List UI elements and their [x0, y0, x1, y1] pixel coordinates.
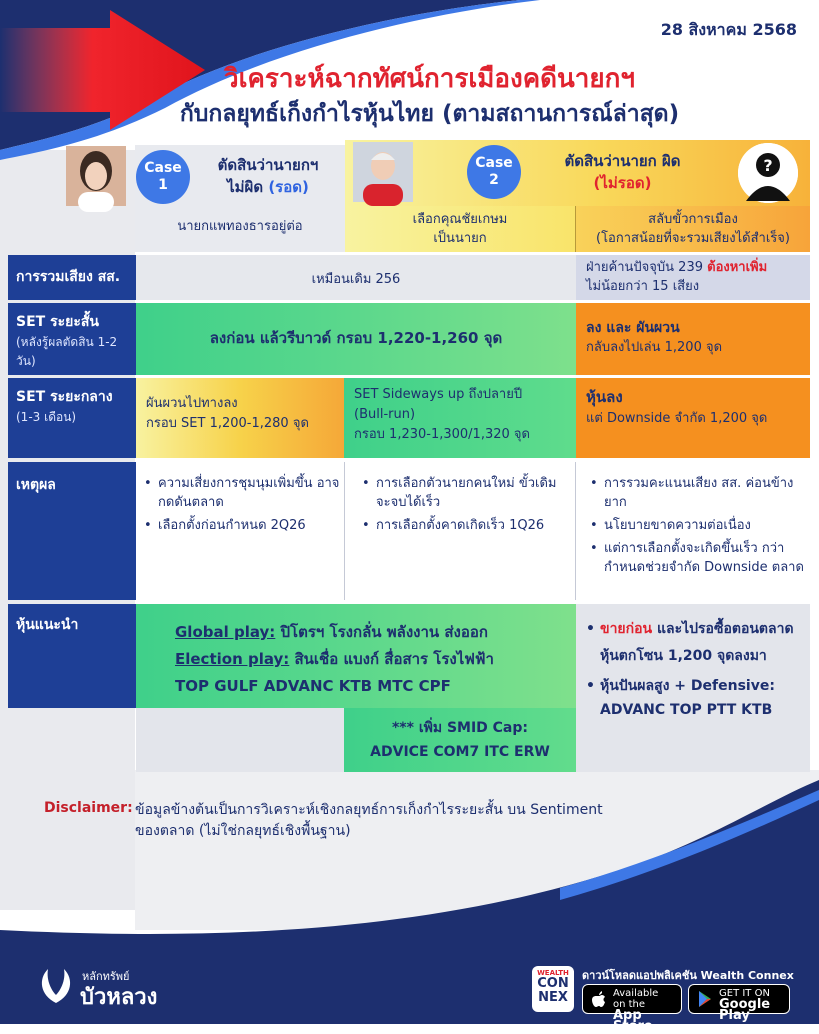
votes-case2b-suffix: ไม่น้อยกว่า 15 เสียง: [586, 279, 700, 294]
set-mid-label: SET ระยะกลาง: [16, 389, 113, 405]
set-mid-case2b: [586, 386, 808, 430]
lotus-logo-icon: [38, 965, 74, 1005]
case2b-scenario-line2: (โอกาสน้อยที่จะรวมเสียงได้สำเร็จ): [596, 231, 790, 246]
row-label-set-short: [8, 303, 136, 375]
reason-case2a-list: [360, 474, 570, 539]
brand-big: บัวหลวง: [80, 985, 158, 1010]
apple-icon: [591, 990, 607, 1008]
set-mid-case1-line2: กรอบ SET 1,200-1,280 จุด: [146, 416, 309, 431]
set-short-case1: ลงก่อน แล้วรีบาวด์ กรอบ 1,220-1,260 จุด: [209, 329, 503, 347]
pm-avatar: [66, 146, 126, 206]
person-photo-icon: [353, 142, 413, 202]
smid-line1: *** เพิ่ม SMID Cap:: [391, 720, 528, 736]
google-play-label: Google Play: [719, 997, 771, 1023]
defensive-tickers: ADVANC TOP PTT KTB: [600, 702, 773, 718]
case1-heading-verdict: ไม่ผิด: [227, 178, 264, 196]
wc-logo-line1: WEALTH: [537, 969, 569, 977]
row-label-picks: หุ้นแนะนำ: [8, 604, 136, 708]
set-mid-case2a-line2: (Bull-run): [354, 407, 416, 422]
candidate-avatar: [353, 142, 413, 202]
case2a-scenario-line1: เลือกคุณชัยเกษม: [412, 212, 508, 227]
person-photo-icon: [66, 146, 126, 206]
download-app-text: ดาวน์โหลดแอปพลิเคชัน Wealth Connex: [582, 969, 794, 982]
picks-case2b-list: [584, 616, 808, 726]
row-label-set-mid: [8, 378, 136, 458]
google-play-icon: [697, 990, 713, 1008]
title-line-2: กับกลยุทธ์เก็งกำไรหุ้นไทย (ตามสถานการณ์ล่าสุด): [179, 101, 680, 127]
set-short-case2b-line1: ลง และ ผันผวน: [586, 320, 680, 336]
app-store-small: Available on the: [613, 988, 659, 1010]
sell-first-label: ขายก่อน: [600, 621, 653, 637]
list-item: • ความเสี่ยงการชุมนุมเพิ่มขึ้น อาจกดดันตลาด: [142, 474, 342, 512]
list-item: • แต่การเลือกตั้งจะเกิดขึ้นเร็ว กว่ากำหนดช่วยจำกัด Downside ตลาด: [588, 539, 808, 577]
list-item: • การเลือกตัวนายกคนใหม่ ขั้วเดิม จะจบได้เร็ว: [360, 474, 570, 512]
votes-case1: เหมือนเดิม 256: [311, 272, 401, 287]
case2-heading-status: (ไม่รอด): [593, 174, 652, 192]
list-item: [584, 674, 808, 722]
divider: [575, 206, 576, 252]
election-play-label: Election play:: [175, 650, 290, 668]
case2-heading: [525, 150, 720, 194]
google-play-small: GET IT ON: [719, 988, 770, 999]
list-item: [584, 616, 808, 670]
votes-case2b-prefix: ฝ่ายค้านปัจจุบัน 239: [586, 260, 708, 275]
set-mid-case2b-line1: หุ้นลง: [586, 388, 623, 406]
case1-badge-number: 1: [158, 177, 168, 193]
case2-badge: [467, 145, 521, 199]
app-store-button[interactable]: [582, 984, 682, 1034]
case2-badge-number: 2: [489, 172, 499, 188]
disclaimer-line2: ของตลาด (ไม่ใช่กลยุทธ์เชิงพื้นฐาน): [135, 823, 351, 839]
global-play-text: ปิโตรฯ โรงกลั่น พลังงาน ส่งออก: [275, 623, 488, 641]
election-play-text: สินเชื่อ แบงก์ สื่อสาร โรงไฟฟ้า: [289, 650, 494, 668]
divider: [575, 462, 576, 600]
case1-badge: [136, 150, 190, 204]
case2a-scenario-line2: เป็นนายก: [433, 231, 487, 246]
row-label-reason: เหตุผล: [8, 462, 136, 600]
global-play-label: Global play:: [175, 623, 276, 641]
set-mid-case2a: [354, 385, 574, 445]
set-mid-case1: [146, 394, 341, 434]
row-label-votes: การรวมเสียง สส.: [8, 255, 136, 300]
brand-small: หลักทรัพย์: [82, 970, 130, 983]
set-short-sublabel: (หลังรู้ผลตัดสิน 1-2 วัน): [16, 335, 118, 368]
unknown-person-avatar: [738, 143, 798, 203]
picks-tickers: TOP GULF ADVANC KTB MTC CPF: [175, 677, 451, 695]
date: 28 สิงหาคม 2568: [660, 20, 797, 39]
case2-heading-line1: ตัดสินว่านายก ผิด: [564, 152, 681, 170]
set-mid-case2b-line2: แต่ Downside จำกัด 1,200 จุด: [586, 411, 768, 426]
list-item: • นโยบายขาดความต่อเนื่อง: [588, 516, 808, 535]
picks-case1: [175, 619, 575, 700]
smid-picks: [344, 716, 576, 764]
wealth-connex-logo: [532, 966, 574, 1012]
case2b-scenario-line1: สลับขั้วการเมือง: [648, 212, 738, 227]
list-item: • การเลือกตั้งคาดเกิดเร็ว 1Q26: [360, 516, 570, 535]
case2-badge-label: Case: [475, 155, 513, 171]
list-item: • เลือกตั้งก่อนกำหนด 2Q26: [142, 516, 342, 535]
case1-badge-label: Case: [144, 160, 182, 176]
app-store-label: App Store: [613, 1008, 653, 1034]
wc-logo-line3: NEX: [538, 990, 568, 1005]
reason-case2b-list: [588, 474, 808, 581]
set-mid-case1-line1: ผันผวนไปทางลง: [146, 396, 238, 411]
votes-case2b-highlight: ต้องหาเพิ่ม: [707, 260, 768, 275]
set-mid-sublabel: (1-3 เดือน): [16, 410, 77, 424]
svg-text:?: ?: [763, 156, 773, 175]
case2b-scenario: [576, 210, 810, 248]
divider: [344, 462, 345, 600]
set-short-case2b-line2: กลับลงไปเล่น 1,200 จุด: [586, 340, 723, 355]
votes-case2b: [586, 258, 808, 296]
case2a-scenario: [345, 210, 575, 248]
wc-logo-line2: CON: [537, 976, 569, 991]
google-play-button[interactable]: [688, 984, 790, 1023]
list-item: • การรวมคะแนนเสียง สส. ค่อนข้างยาก: [588, 474, 808, 512]
case1-heading: [198, 154, 338, 198]
set-mid-case2a-line3: กรอบ 1,230-1,300/1,320 จุด: [354, 427, 530, 442]
set-short-label: SET ระยะสั้น: [16, 314, 99, 330]
case1-heading-status: (รอด): [268, 178, 309, 196]
case1-heading-line1: ตัดสินว่านายกฯ: [217, 156, 319, 174]
disclaimer-label: Disclaimer:: [44, 800, 133, 816]
unknown-person-icon: [738, 143, 798, 203]
defensive-label: หุ้นปันผลสูง + Defensive:: [600, 678, 775, 694]
smid-line2: ADVICE COM7 ITC ERW: [370, 744, 550, 760]
sell-first-text: และไปรอซื้อตอนตลาดหุ้นตกโซน 1,200 จุดลงมา: [600, 621, 794, 664]
set-mid-case2a-line1: SET Sideways up ถึงปลายปี: [354, 387, 523, 402]
set-short-case2b: [586, 318, 808, 358]
reason-case1-list: [142, 474, 342, 539]
case1-scenario: นายกแพทองธารอยู่ต่อ: [177, 219, 303, 234]
title-line-1: วิเคราะห์ฉากทัศน์การเมืองคดีนายกฯ: [224, 64, 635, 94]
disclaimer-line1: ข้อมูลข้างต้นเป็นการวิเคราะห์เชิงกลยุทธ์การเก็งกำไรระยะสั้น บน Sentiment: [135, 802, 603, 818]
